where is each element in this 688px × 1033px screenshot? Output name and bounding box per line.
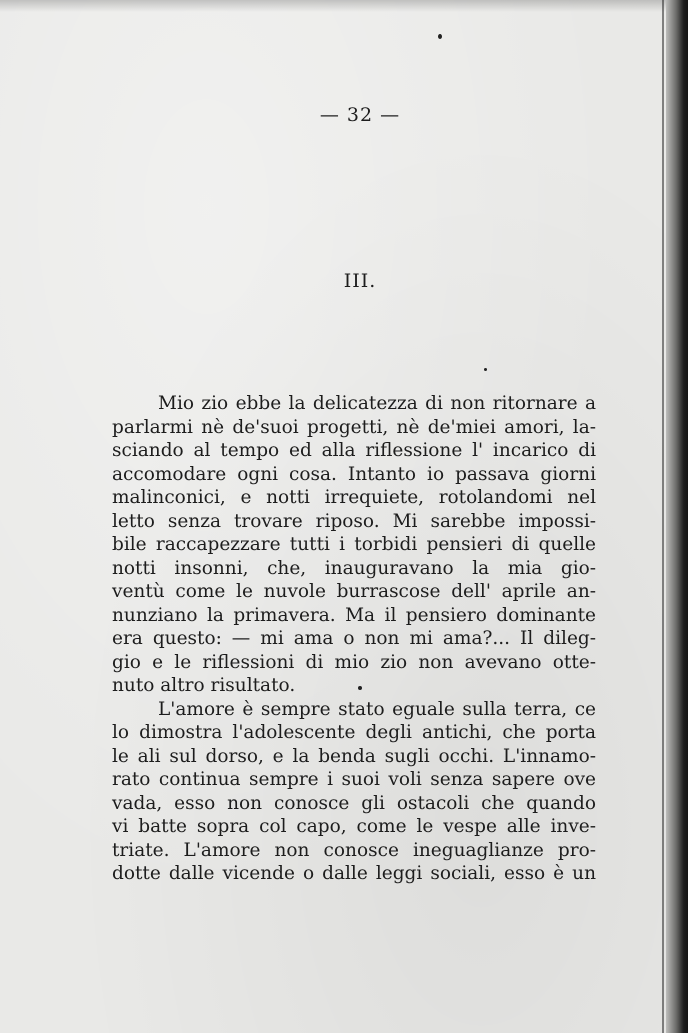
text-line: dotte dalle vicende o dalle leggi sociali, esso è un	[112, 863, 596, 884]
ink-speck	[438, 34, 442, 39]
ink-speck	[358, 686, 362, 690]
text-line: le ali sul dorso, e la benda sugli occhi. L'innamo-	[112, 745, 596, 767]
text-line: parlarmi nè de'suoi progetti, nè de'miei amori, la-	[112, 416, 596, 438]
text-line: notti insonni, che, inauguravano la mia gio-	[112, 557, 596, 579]
text-line: vada, esso non conosce gli ostacoli che quando	[112, 792, 596, 814]
text-line: era questo: — mi ama o non mi ama?... Il dileg-	[112, 628, 596, 649]
text-line: sciando al tempo ed alla riflessione l' incarico di	[112, 440, 596, 461]
page-number: — 32 —	[319, 104, 401, 126]
text-line: nuto altro risultato.	[112, 675, 296, 696]
book-binding-edge	[666, 0, 688, 1033]
text-line: letto senza trovare riposo. Mi sarebbe impossi-	[112, 510, 596, 532]
text-line: L'amore è sempre stato eguale sulla terra, ce	[158, 698, 596, 720]
text-line: bile raccapezzare tutti i torbidi pensieri di quelle	[112, 534, 596, 555]
text-line: ventù come le nuvole burrascose dell' aprile an-	[112, 581, 596, 602]
text-line: accomodare ogni cosa. Intanto io passava giorni	[112, 463, 596, 485]
text-line: gio e le riflessioni di mio zio non avevano otte-	[112, 651, 596, 673]
text-line: Mio zio ebbe la delicatezza di non ritornare a	[158, 393, 596, 414]
text-line: malinconici, e notti irrequiete, rotolandomi nel	[112, 487, 596, 508]
ink-speck	[484, 368, 487, 371]
text-line: lo dimostra l'adolescente degli antichi, che porta	[112, 722, 596, 743]
body-text	[112, 392, 596, 886]
text-line: nunziano la primavera. Ma il pensiero dominante	[112, 604, 596, 626]
chapter-heading: III.	[343, 270, 377, 292]
text-line: triate. L'amore non conosce ineguaglianze pro-	[112, 839, 596, 861]
text-line: vi batte sopra col capo, come le vespe alle inve-	[112, 816, 596, 837]
scan-top-shadow	[0, 0, 688, 12]
text-line: rato continua sempre i suoi voli senza sapere ove	[112, 769, 596, 790]
page-edge-line	[662, 0, 664, 1033]
